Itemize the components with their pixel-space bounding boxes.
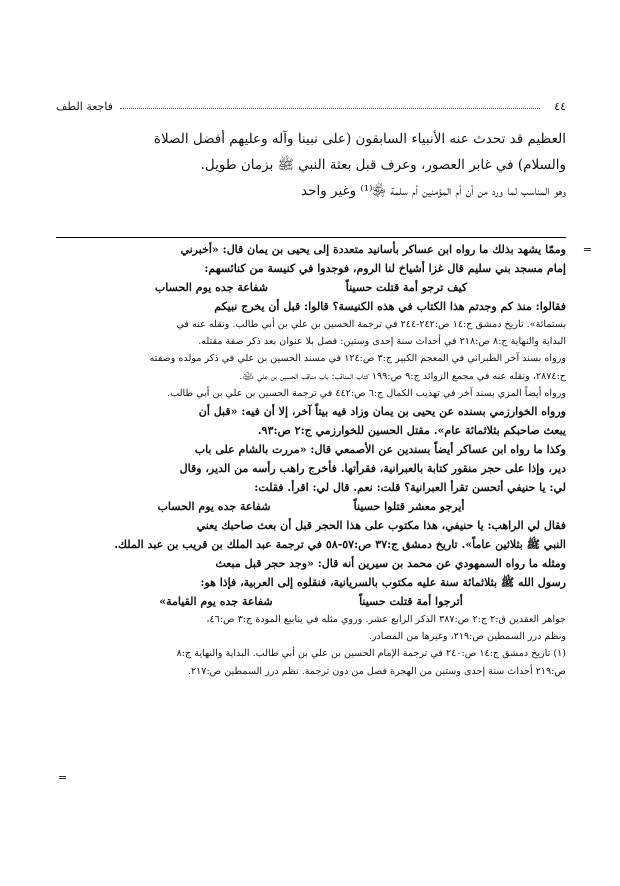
page-number: ٤٤ [554,100,566,113]
footnote-line: ونظم درر السمطين ص:٢١٩، وغيرها من المصادر. [368,631,566,643]
footnote-line: وممّا يشهد بذلك ما رواه ابن عساكر بأسانيد متعددة إلى يحيى بن يمان قال: «أخبرني [180,243,566,256]
footnote-line: ورواه بسند آخر الطبراني في المعجم الكبير ج:٣ ص:١٢٤ في مسند الحسين بن علي في ذكر مولده وصفته [149,353,566,365]
main-line: وهو المناسب لما ورد من أن أم المؤمنين أم سلمة ﵂⁽¹⁾ وغير واحد [301,183,566,199]
verse-first-hemistich: أترجوا أمة قتلت حسيناً [359,595,463,609]
footnote-line: إمام مسجد بني سليم قال غزا أشياخ لنا الروم، فوجدوا في كنيسة من كنائسهم: [204,262,566,275]
footnote-line: بستمائة». تاريخ دمشق ج:١٤ ص:٢٤٢-٢٤٤ في ترجمة الحسين بن علي بن أبي طالب. ونقله عنه في [176,319,566,330]
verse-first-hemistich: كيف ترجو أمة قتلت حسيناً [345,281,468,294]
footnote-line: ومثله ما رواه السمهودي عن محمد بن سيرين أنه قال: «وجد حجر قبل مبعث [215,557,566,571]
main-line: العظيم قد تحدث عنه الأنبياء السابقون (على نبينا وآله وعليهم أفضل الصلاة [153,131,566,147]
footnote-line: ورواه أيضاً المزي بسند آخر في تهذيب الكمال ج:٦ ص:٤٤٢ في ترجمة الحسين بن علي بن أبي طالب. [167,387,566,399]
footnote-line: دير، وإذا على حجر منقور كتابة بالعبرانية، فقرأتها. فأخرج راهب رأسه من الدير، وقال [179,462,566,476]
footnote-line: وكذا ما رواه ابن عساكر أيضاً بسندين عن الأصمعي قال: «مررت بالشام على باب [194,443,566,457]
footnote-line: فقال لي الراهب: يا حنيفي، هذا مكتوب على هذا الحجر قبل أن بعث صاحبك يعني [196,519,566,533]
footnote-line: (١) تاريخ دمشق ج:١٤ ص:٢٤٠ في ترجمة الإمام الحسين بن علي بن أبي طالب. البداية والنهاية ج:٨ [176,648,566,660]
poem-verse [56,592,566,611]
footnote-continuation-marker: = [582,243,592,256]
footnote-line: النبي ﷺ بثلاثين عاماً». تاريخ دمشق ج:٣٧ ص:٥٧-٥٨ في ترجمة عبد الملك بن قريب بن عبد الملك. [114,538,566,552]
page-header [56,100,566,116]
footnote-separator [56,237,566,238]
footnote-line: يبعث صاحبكم بثلاثمائة عام». مقتل الحسين للخوارزمي ج:٢ ص:٩٣. [257,424,566,438]
footnote-line: ص:٢١٩ أحداث سنة إحدى وستين من الهجرة فصل من دون ترجمة. نظم درر السمطين ص:٢١٧. [187,665,566,677]
running-title: فاجعة الطف [56,100,113,113]
footnotes [56,240,566,680]
main-line: والسلام) في غابر العصور، وعرف قبل بعثة النبي ﷺ بزمان طويل. [200,157,566,173]
main-text [56,126,566,204]
header-dotted-leader [120,108,540,109]
verse-second-hemistich: شفاعة جده يوم الحساب [157,500,271,514]
footnote-continues-marker: = [58,771,68,784]
footnote-line: لي: يا حنيفي أتحسن تقرأ العبرانية؟ قلت: نعم. قال لي: اقرأ. فقلت: [254,481,566,495]
footnote-line: رسول الله ﷺ بثلاثمائة سنة عليه مكتوب بالسريانية، فنقلوه إلى العربية، فإذا هو: [200,576,566,590]
footnote-line: البداية والنهاية ج:٨ ص:٢١٨ في أحداث سنة إحدى وستين: فصل بلا عنوان بعد ذكر صفة مقتله. [198,336,566,348]
poem-verse [56,278,566,297]
footnote-line: ح:٢٨٧٤، ونقله عنه في مجمع الزوائد ج:٩ ص:١٩٩ كتاب المناقب: باب مناقب الحسين بن علي ﵉. [239,370,566,382]
footnote-line: جواهر العقدين ق:٢ ج:٢ ص:٣٨٧ الذكر الرابع عشر. وروي مثله في ينابيع المودة ج:٣ ص:٤٦، [206,614,566,626]
footnote-line: فقالوا: منذ كم وجدتم هذا الكتاب في هذه الكنيسة؟ قالوا: قبل أن يخرج نبيكم [214,300,566,313]
verse-first-hemistich: أيرجو معشر قتلوا حسيناً [353,500,465,514]
poem-verse [56,497,566,516]
verse-second-hemistich: شفاعة جده يوم القيامة» [159,595,273,609]
footnote-line: ورواه الخوارزمي بسنده عن يحيى بن يمان وزاد فيه بيتاً آخر، إلا أن فيه: «قبل أن [198,405,566,419]
verse-second-hemistich: شفاعة جده يوم الحساب [154,281,268,294]
